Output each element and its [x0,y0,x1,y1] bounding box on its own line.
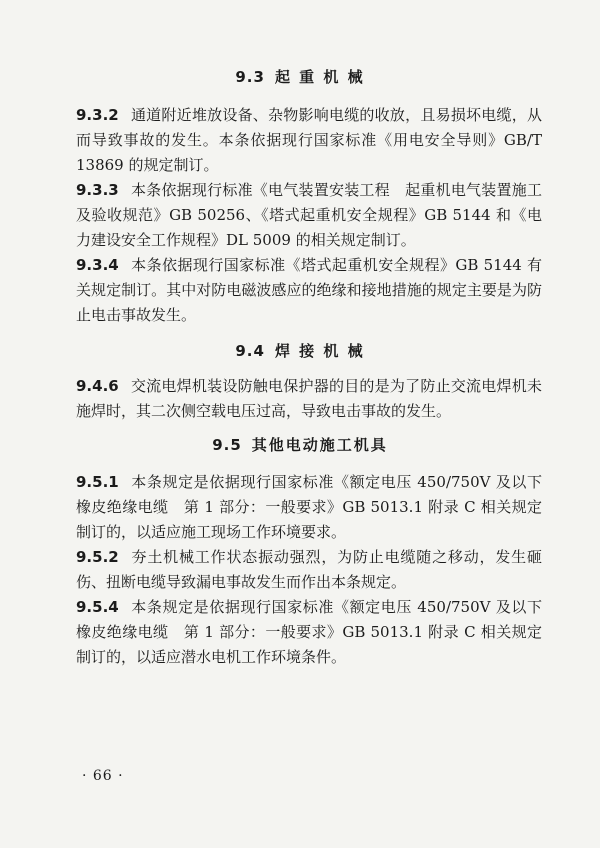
clause-number: 9.5.1 [76,473,119,491]
section-number: 9.4 [235,342,265,360]
section-heading-9-3 [0,66,600,87]
clause-text: 本条依据现行国家标准《塔式起重机安全规程》GB 5144 有关规定制订。其中对防电磁波感应的绝缘和接地措施的规定主要是为防止电击事故发生。 [76,256,542,324]
clause-text: 通道附近堆放设备、杂物影响电缆的收放，且易损坏电缆，从而导致事故的发生。本条依据现行国家标准《用电安全导则》GB/T 13869 的规定制订。 [76,106,542,174]
clause-9-3-2 [76,103,542,178]
clause-number: 9.5.4 [76,598,119,616]
page-number: · 66 · [82,768,124,784]
clause-9-4-6 [76,374,542,424]
section-heading-9-5 [0,434,600,455]
clause-text: 夯土机械工作状态振动强烈，为防止电缆随之移动，发生砸伤、扭断电缆导致漏电事故发生而作出本条规定。 [76,548,542,591]
clause-text: 本条依据现行标准《电气装置安装工程 起重机电气装置施工及验收规范》GB 50256、《塔式起重机安全规程》GB 5144 和《电力建设安全工作规程》DL 5009 的相关规定制订。 [76,181,542,249]
section-number: 9.5 [212,436,242,454]
clause-9-3-3 [76,178,542,253]
clause-number: 9.4.6 [76,377,119,395]
section-number: 9.3 [235,68,265,86]
clause-text: 本条规定是依据现行国家标准《额定电压 450/750V 及以下橡皮绝缘电缆 第 1 部分：一般要求》GB 5013.1 附录 C 相关规定制订的，以适应施工现场工作环境要求。 [76,473,542,541]
section-heading-9-4 [0,340,600,361]
clause-9-5-4 [76,595,542,670]
clause-number: 9.3.3 [76,181,119,199]
clause-number: 9.3.2 [76,106,119,124]
section-title: 其他电动施工机具 [251,436,388,454]
clause-text: 交流电焊机装设防触电保护器的目的是为了防止交流电焊机未施焊时，其二次侧空载电压过高，导致电击事故的发生。 [76,377,542,420]
clause-9-3-4 [76,253,542,328]
clause-text: 本条规定是依据现行国家标准《额定电压 450/750V 及以下橡皮绝缘电缆 第 1 部分：一般要求》GB 5013.1 附录 C 相关规定制订的，以适应潜水电机工作环境条件。 [76,598,542,666]
section-title: 焊 接 机 械 [274,342,365,360]
clause-number: 9.3.4 [76,256,119,274]
section-title: 起 重 机 械 [274,68,365,86]
clause-9-5-2 [76,545,542,595]
clause-number: 9.5.2 [76,548,119,566]
clause-9-5-1 [76,470,542,545]
